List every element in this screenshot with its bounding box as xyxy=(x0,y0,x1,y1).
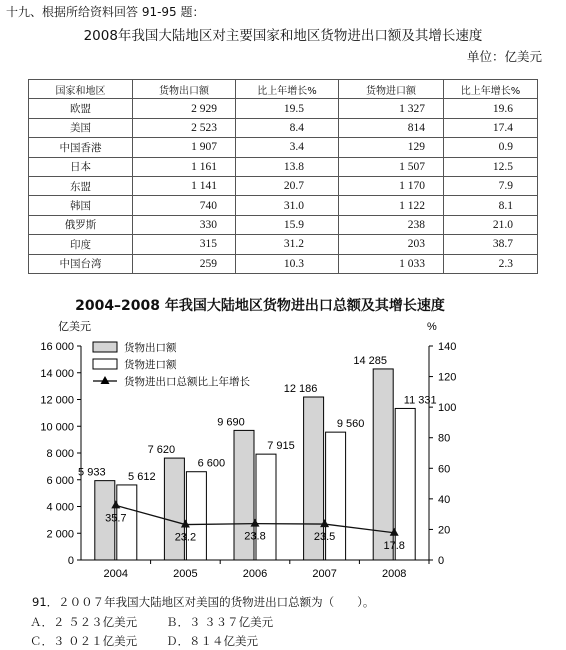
cell-import: 1 507 xyxy=(339,157,444,176)
y-tick-label: 6 000 xyxy=(46,474,74,487)
bar-import xyxy=(395,408,415,560)
bar-export-label: 12 186 xyxy=(283,383,318,396)
cell-export-growth: 8.4 xyxy=(236,118,339,137)
cell-region: 日本 xyxy=(29,157,133,176)
y-tick-label: 2 000 xyxy=(46,528,74,541)
cell-region: 中国香港 xyxy=(29,138,133,157)
bar-export-label: 5 933 xyxy=(78,466,106,479)
col-header-export: 货物出口额 xyxy=(133,80,236,99)
table-row xyxy=(29,196,538,215)
question-heading: 十九、根据所给资料回答 91-95 题： xyxy=(6,5,205,19)
y-tick-label: 10 000 xyxy=(40,421,74,434)
cell-export: 315 xyxy=(133,235,236,254)
x-tick-label: 2004 xyxy=(103,568,129,580)
y2-tick-label: 0 xyxy=(438,555,445,567)
legend-label-export: 货物出口额 xyxy=(124,342,177,354)
table-row xyxy=(29,215,538,234)
cell-export: 1 907 xyxy=(133,138,236,157)
cell-region: 美国 xyxy=(29,118,133,137)
cell-import-growth: 12.5 xyxy=(444,157,538,176)
trade-table xyxy=(28,79,538,274)
bar-export xyxy=(164,458,184,560)
cell-export: 2 929 xyxy=(133,99,236,118)
cell-import-growth: 21.0 xyxy=(444,215,538,234)
y2-tick-label: 80 xyxy=(438,432,451,445)
growth-label: 35.7 xyxy=(105,512,127,525)
cell-export-growth: 15.9 xyxy=(236,215,339,234)
cell-export-growth: 13.8 xyxy=(236,157,339,176)
legend-swatch-export xyxy=(93,342,117,352)
cell-export: 1 161 xyxy=(133,157,236,176)
cell-export: 740 xyxy=(133,196,236,215)
legend-label-growth: 货物进出口总额比上年增长 xyxy=(124,376,250,388)
table-row xyxy=(29,118,538,137)
table-row xyxy=(29,99,538,118)
chart-title: 2004–2008 年我国大陆地区货物进出口总额及其增长速度 xyxy=(75,298,445,314)
cell-import: 1 122 xyxy=(339,196,444,215)
cell-export: 259 xyxy=(133,254,236,273)
cell-import-growth: 8.1 xyxy=(444,196,538,215)
cell-region: 中国台湾 xyxy=(29,254,133,273)
y-tick-label: 4 000 xyxy=(46,501,74,514)
bar-import-label: 7 915 xyxy=(267,440,295,453)
y2-tick-label: 120 xyxy=(438,371,457,384)
table-unit: 单位：亿美元 xyxy=(466,49,542,64)
y-tick-label: 12 000 xyxy=(40,394,74,407)
table-row xyxy=(29,138,538,157)
cell-region: 印度 xyxy=(29,235,133,254)
table-row xyxy=(29,157,538,176)
col-header-import-growth: 比上年增长% xyxy=(444,80,538,99)
cell-export: 330 xyxy=(133,215,236,234)
col-header-export-growth: 比上年增长% xyxy=(236,80,339,99)
option-c[interactable]: Ｃ．３ ０２１亿美元 xyxy=(30,634,138,648)
cell-export-growth: 19.5 xyxy=(236,99,339,118)
col-header-import: 货物进口额 xyxy=(339,80,444,99)
cell-region: 欧盟 xyxy=(29,99,133,118)
y2-axis-title: % xyxy=(427,321,437,333)
option-d[interactable]: Ｄ．８１４亿美元 xyxy=(166,634,258,648)
cell-export-growth: 10.3 xyxy=(236,254,339,273)
option-a[interactable]: Ａ．２ ５２３亿美元 xyxy=(30,615,138,629)
bar-import-label: 11 331 xyxy=(403,394,437,407)
bar-import-label: 5 612 xyxy=(128,470,156,483)
bar-export-label: 9 690 xyxy=(217,416,245,429)
growth-label: 23.8 xyxy=(244,530,266,543)
cell-region: 东盟 xyxy=(29,176,133,195)
x-tick-label: 2006 xyxy=(242,568,268,580)
growth-label: 23.5 xyxy=(313,531,336,544)
cell-import: 238 xyxy=(339,215,444,234)
cell-import: 129 xyxy=(339,138,444,157)
x-tick-label: 2008 xyxy=(381,568,407,580)
cell-import: 1 033 xyxy=(339,254,444,273)
bar-import-label: 9 560 xyxy=(336,418,365,431)
table-row xyxy=(29,235,538,254)
y2-tick-label: 100 xyxy=(438,402,457,415)
y-tick-label: 0 xyxy=(67,555,74,567)
cell-import: 1 327 xyxy=(339,99,444,118)
y2-tick-label: 140 xyxy=(438,341,457,353)
x-tick-label: 2007 xyxy=(312,568,337,580)
cell-import-growth: 17.4 xyxy=(444,118,538,137)
bar-import xyxy=(256,454,276,560)
legend-marker-growth xyxy=(101,376,110,384)
legend-label-import: 货物进口额 xyxy=(124,359,177,371)
cell-import-growth: 2.3 xyxy=(444,254,538,273)
trade-chart xyxy=(0,318,566,593)
legend-swatch-import xyxy=(93,359,117,369)
cell-import-growth: 7.9 xyxy=(444,176,538,195)
y-tick-label: 14 000 xyxy=(40,367,74,380)
x-tick-label: 2005 xyxy=(173,568,198,580)
y2-tick-label: 20 xyxy=(438,524,451,537)
cell-import: 203 xyxy=(339,235,444,254)
cell-import-growth: 0.9 xyxy=(444,138,538,157)
y-axis-title: 亿美元 xyxy=(58,320,91,333)
cell-export: 2 523 xyxy=(133,118,236,137)
table-row xyxy=(29,176,538,195)
table-row xyxy=(29,254,538,273)
col-header-region: 国家和地区 xyxy=(29,80,133,99)
bar-import-label: 6 600 xyxy=(197,457,226,470)
cell-import-growth: 38.7 xyxy=(444,235,538,254)
question-stem: 91．２００７年我国大陆地区对美国的货物进出口总额为（ ）。 xyxy=(32,595,375,609)
cell-region: 俄罗斯 xyxy=(29,215,133,234)
cell-export-growth: 31.2 xyxy=(236,235,339,254)
cell-import: 814 xyxy=(339,118,444,137)
cell-export-growth: 31.0 xyxy=(236,196,339,215)
table-title: 2008年我国大陆地区对主要国家和地区货物进出口额及其增长速度 xyxy=(83,28,483,44)
cell-region: 韩国 xyxy=(29,196,133,215)
y2-tick-label: 40 xyxy=(438,493,451,506)
cell-export-growth: 3.4 xyxy=(236,138,339,157)
option-b[interactable]: Ｂ．３ ３３７亿美元 xyxy=(166,615,274,629)
cell-export-growth: 20.7 xyxy=(236,176,339,195)
y-tick-label: 8 000 xyxy=(46,448,74,460)
table-header-row xyxy=(29,80,538,99)
bar-export-label: 7 620 xyxy=(147,444,176,457)
cell-import-growth: 19.6 xyxy=(444,99,538,118)
bar-import xyxy=(186,472,206,560)
cell-import: 1 170 xyxy=(339,176,444,195)
growth-label: 23.2 xyxy=(174,531,197,544)
growth-label: 17.8 xyxy=(383,539,405,552)
cell-export: 1 141 xyxy=(133,176,236,195)
y-tick-label: 16 000 xyxy=(40,341,74,353)
y2-tick-label: 60 xyxy=(438,463,451,476)
bar-export-label: 14 285 xyxy=(353,354,388,367)
